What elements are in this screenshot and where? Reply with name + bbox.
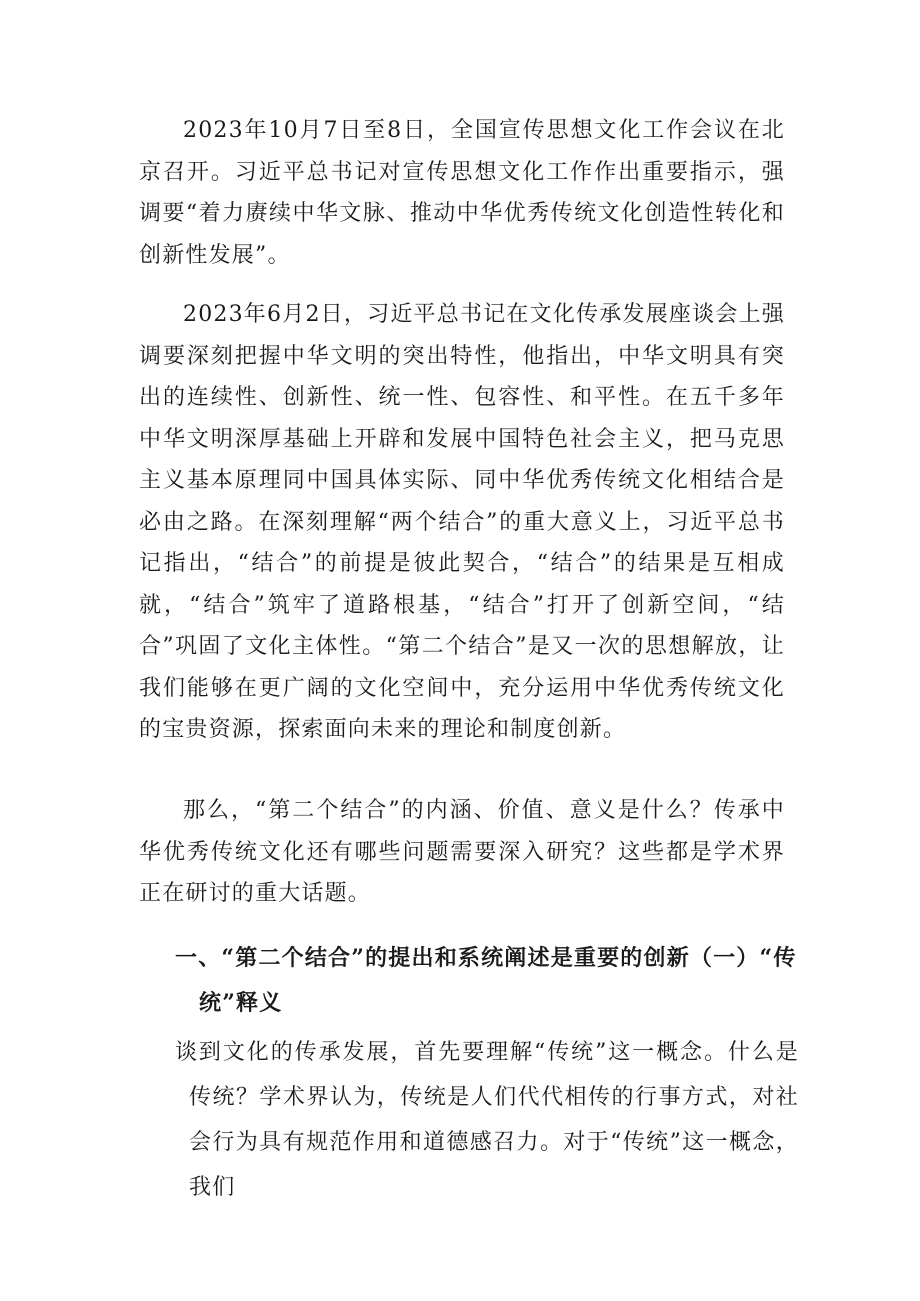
paragraph-1: 2023年10月7日至8日，全国宣传思想文化工作会议在北京召开。习近平总书记对宣传思想文化工作作出重要指示，强调要“着力赓续中华文脉、推动中华优秀传统文化创造性转化和创新性发展”。	[139, 118, 785, 268]
paragraph-2: 2023年6月2日，习近平总书记在文化传承发展座谈会上强调要深刻把握中华文明的突出特性，他指出，中华文明具有突出的连续性、创新性、统一性、包容性、和平性。在五千多年中华文明深厚基础上开辟和发展中国特色社会主义，把马克思主义基本原理同中国具体实际、同中华优秀传统文化相结合是必由之路。在深刻理解“两个结合”的重大意义上，习近平总书记指出，“结合”的前提是彼此契合，“结合”的结果是互相成就，“结合”筑牢了道路根基，“结合”打开了创新空间，“结合”巩固了文化主体性。“第二个结合”是又一次的思想解放，让我们能够在更广阔的文化空间中，充分运用中华优秀传统文化的宝贵资源，探索面向未来的理论和制度创新。	[139, 302, 785, 742]
paragraph-4: 谈到文化的传承发展，首先要理解“传统”这一概念。什么是传统？学术界认为，传统是人们代代相传的行事方式，对社会行为具有规范作用和道德感召力。对于“传统”这一概念，我们	[175, 1040, 799, 1200]
paragraph-3: 那么，“第二个结合”的内涵、价值、意义是什么？传承中华优秀传统文化还有哪些问题需要深入研究？这些都是学术界正在研讨的重大话题。	[139, 798, 785, 906]
section-heading: 一、“第二个结合”的提出和系统阐述是重要的创新（一）“传统”释义	[175, 945, 797, 1016]
